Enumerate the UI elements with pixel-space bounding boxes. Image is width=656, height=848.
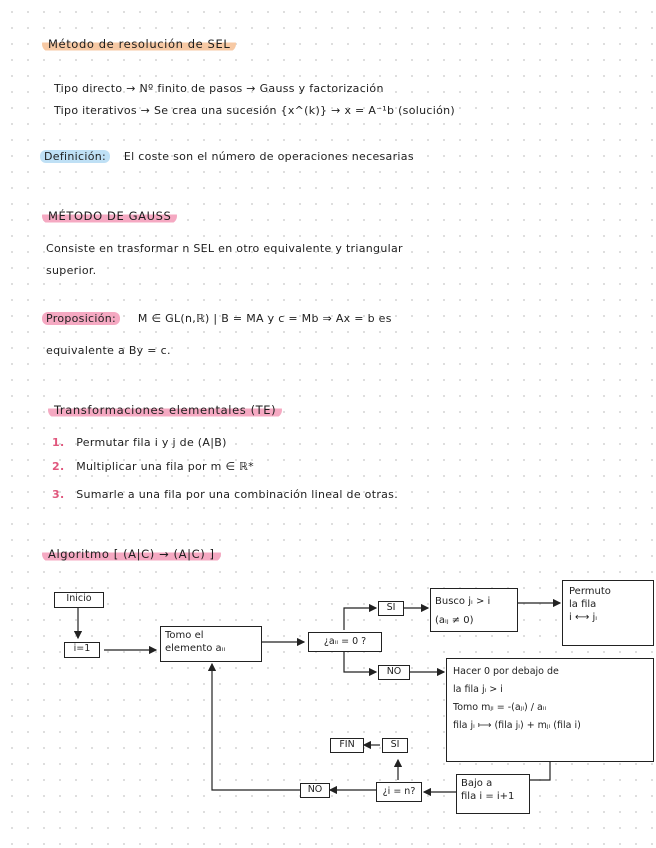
flow-zero-line1: Hacer 0 por debajo de bbox=[453, 666, 559, 677]
flow-swap bbox=[562, 580, 654, 646]
flow-search-line1: Busco jᵢ > i bbox=[435, 596, 491, 607]
gauss-description-line1: Consiste en trasformar n SEL en otro equivalente y triangular bbox=[46, 242, 403, 255]
te-item-number: 1. bbox=[52, 436, 65, 449]
section-title-algorithm: Algoritmo [ (A|C) → (A|C) ] bbox=[42, 546, 221, 562]
definition-label: Definición: bbox=[40, 150, 110, 163]
flow-question-zero: ¿aᵢᵢ = 0 ? bbox=[308, 632, 382, 652]
flow-swap-line1: Permuto bbox=[569, 586, 611, 597]
direct-type-line: Tipo directo → Nº finito de pasos → Gauss y factorización bbox=[54, 82, 384, 95]
flow-go-down bbox=[456, 774, 530, 814]
flow-take-element bbox=[160, 626, 262, 662]
flow-search-line2: (aᵢⱼ ≠ 0) bbox=[435, 615, 474, 626]
flow-search bbox=[430, 588, 518, 632]
flow-zero-line4: fila jᵢ ⟼ (fila jᵢ) + mⱼᵢ (fila i) bbox=[453, 720, 581, 731]
iterative-type-line: Tipo iterativos → Se crea una sucesión {x^(k)} → x = A⁻¹b (solución) bbox=[54, 104, 455, 117]
te-item-number: 3. bbox=[52, 488, 65, 501]
flow-swap-line3: i ⟷ jᵢ bbox=[569, 612, 598, 623]
flow-zero-line3: Tomo mⱼᵢ = -(aⱼᵢ) / aᵢᵢ bbox=[453, 702, 547, 713]
te-item-text: Sumarle a una fila por una combinación lineal de otras. bbox=[76, 488, 399, 501]
flow-swap-line2: la fila bbox=[569, 599, 597, 610]
section-title-gauss-method: MÉTODO DE GAUSS bbox=[42, 208, 177, 224]
te-item-text: Multiplicar una fila por m ∈ ℝ* bbox=[76, 460, 254, 473]
flow-yes-1: SI bbox=[378, 601, 404, 616]
gauss-description-line2: superior. bbox=[46, 264, 97, 277]
flow-yes-2: SI bbox=[382, 738, 408, 753]
flow-take-line2: elemento aᵢᵢ bbox=[165, 643, 226, 654]
flow-down-line2: fila i = i+1 bbox=[461, 791, 515, 802]
flow-end: FIN bbox=[330, 738, 364, 753]
flow-zero-line2: la fila jᵢ > i bbox=[453, 684, 503, 695]
flow-no-1: NO bbox=[378, 665, 410, 680]
flow-take-line1: Tomo el bbox=[165, 630, 204, 641]
flow-down-line1: Bajo a bbox=[461, 778, 493, 789]
flow-no-2: NO bbox=[300, 783, 330, 798]
flow-make-zero bbox=[446, 658, 654, 762]
definition-text: El coste son el número de operaciones necesarias bbox=[123, 150, 414, 163]
proposition-label: Proposición: bbox=[42, 312, 120, 325]
section-title-resolution-methods: Método de resolución de SEL bbox=[42, 36, 236, 52]
proposition-text: M ∈ GL(n,ℝ) | B = MA y c = Mb ⇒ Ax = b es bbox=[137, 312, 392, 325]
flow-start: Inicio bbox=[54, 592, 104, 608]
section-title-elementary-transformations: Transformaciones elementales (TE) bbox=[48, 402, 282, 418]
proposition-line2: equivalente a By = c. bbox=[46, 344, 171, 357]
te-item-number: 2. bbox=[52, 460, 65, 473]
flow-question-last: ¿i = n? bbox=[376, 782, 422, 802]
flow-init: i=1 bbox=[64, 642, 100, 658]
te-item-text: Permutar fila i y j de (A|B) bbox=[76, 436, 227, 449]
